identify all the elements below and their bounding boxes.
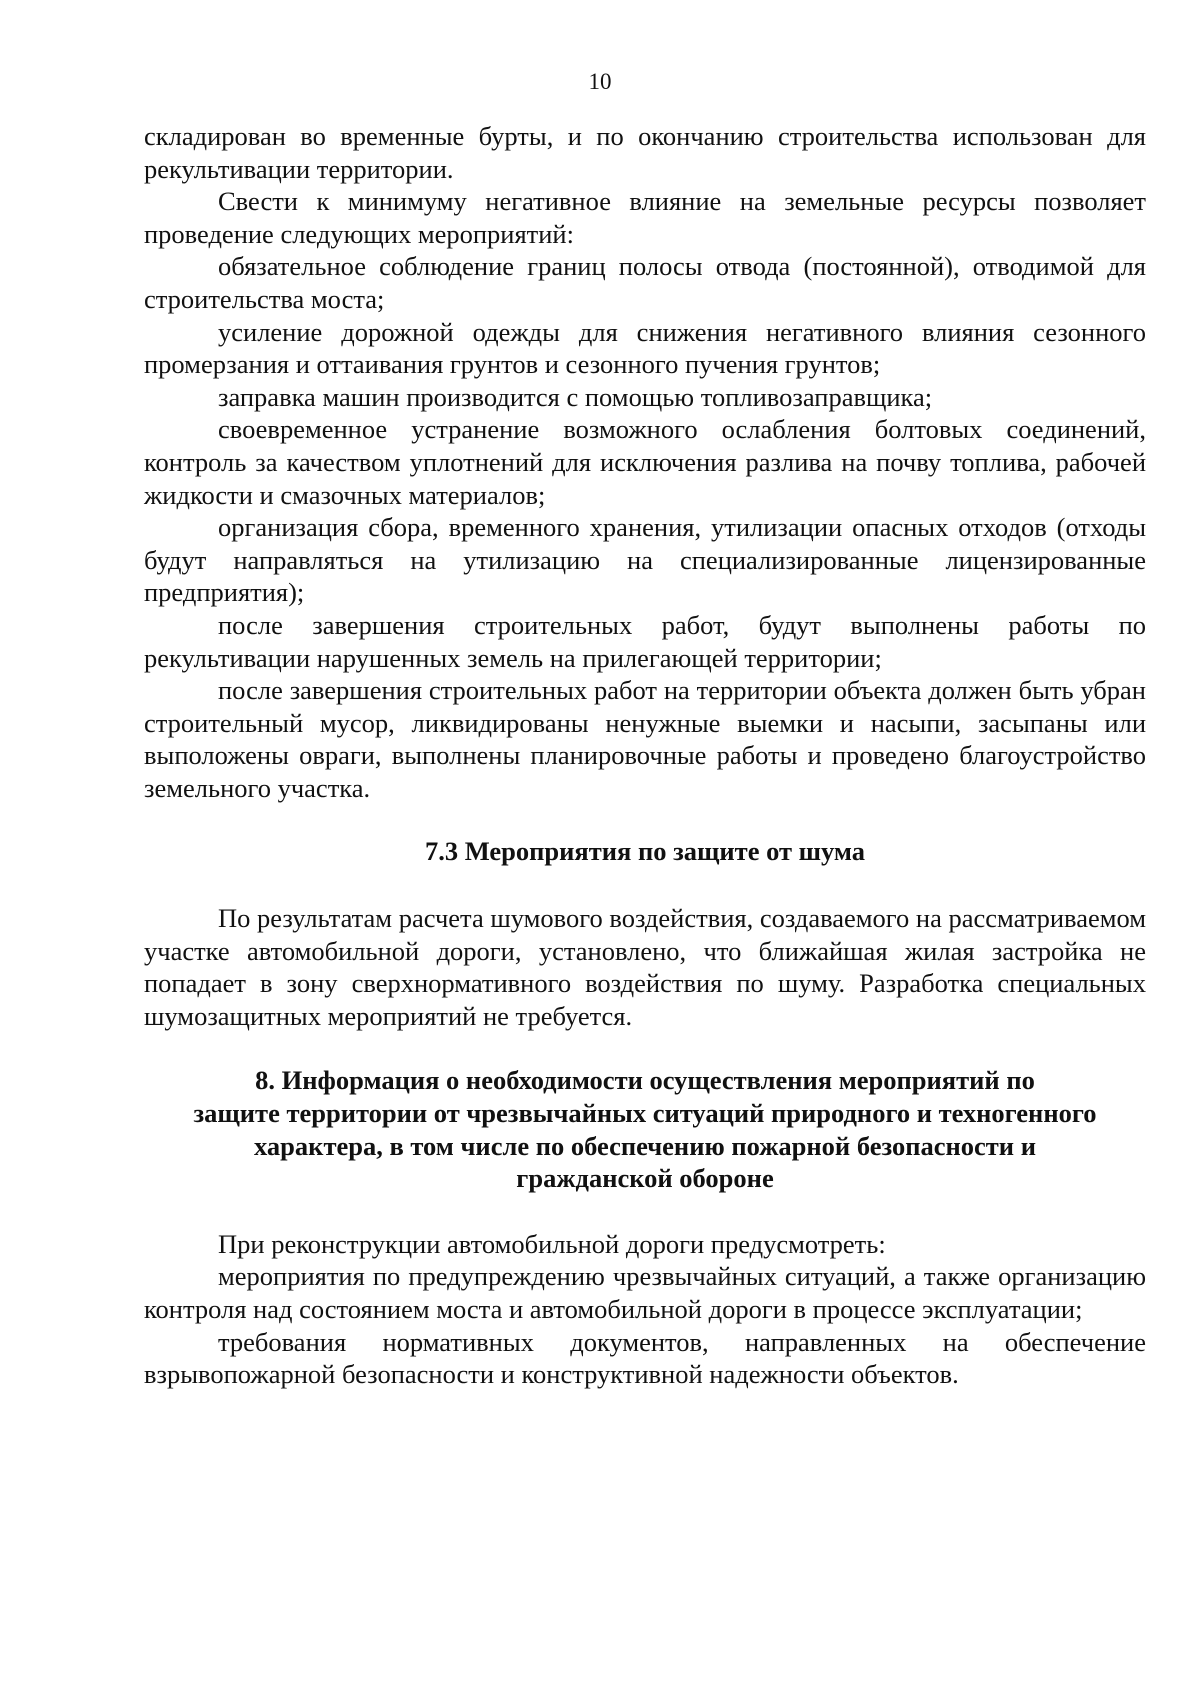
list-item: требования нормативных документов, направленных на обеспечение взрывопожарной безопасности и конструктивной надежности объектов. [144, 1326, 1146, 1390]
section-heading-7-3: 7.3 Мероприятия по защите от шума [424, 836, 866, 867]
list-item: организация сбора, временного хранения, утилизации опасных отходов (отходы будут направляться на утилизацию на специализированные лицензированные предприятия); [144, 512, 1146, 608]
heading-line: защите территории от чрезвычайных ситуаций природного и техногенного [193, 1098, 1097, 1129]
list-item: своевременное устранение возможного ослабления болтовых соединений, контроль за качеством уплотнений для исключения разлива на почву топлива, рабочей жидкости и смазочных материалов; [144, 414, 1146, 510]
paragraph: Свести к минимуму негативное влияние на земельные ресурсы позволяет проведение следующих мероприятий: [144, 186, 1146, 249]
document-body [144, 120, 1146, 1391]
paragraph: складирован во временные бурты, и по окончанию строительства использован для рекультивации территории. [144, 121, 1146, 184]
list-item: обязательное соблюдение границ полосы отвода (постоянной), отводимой для строительства моста; [144, 251, 1146, 314]
list-item: заправка машин производится с помощью топливозаправщика; [218, 381, 933, 412]
heading-line: гражданской обороне [516, 1163, 774, 1194]
heading-line: 8. Информация о необходимости осуществления мероприятий по [255, 1065, 1035, 1096]
paragraph: При реконструкции автомобильной дороги предусмотреть: [218, 1228, 886, 1259]
list-item: после завершения строительных работ на территории объекта должен быть убран строительный мусор, ликвидированы ненужные выемки и насыпи, засыпаны или выположены овраги, выполнены планировочные работы и проведено благоустройство земельного участка. [144, 675, 1146, 803]
list-item: усиление дорожной одежды для снижения негативного влияния сезонного промерзания и оттаивания грунтов и сезонного пучения грунтов; [144, 316, 1146, 380]
section-heading-8 [144, 1064, 1146, 1194]
list-item: мероприятия по предупреждению чрезвычайных ситуаций, а также организацию контроля над состоянием моста и автомобильной дороги в процессе эксплуатации; [144, 1261, 1146, 1324]
paragraph: По результатам расчета шумового воздействия, создаваемого на рассматриваемом участке автомобильной дороги, установлено, что ближайшая жилая застройка не попадает в зону сверхнормативного воздействия по шуму. Разработка специальных шумозащитных мероприятий не требуется. [144, 903, 1146, 1031]
page-number: 10 [588, 69, 612, 94]
list-item: после завершения строительных работ, будут выполнены работы по рекультивации нарушенных земель на прилегающей территории; [144, 609, 1146, 673]
heading-line: характера, в том числе по обеспечению пожарной безопасности и [254, 1130, 1036, 1161]
